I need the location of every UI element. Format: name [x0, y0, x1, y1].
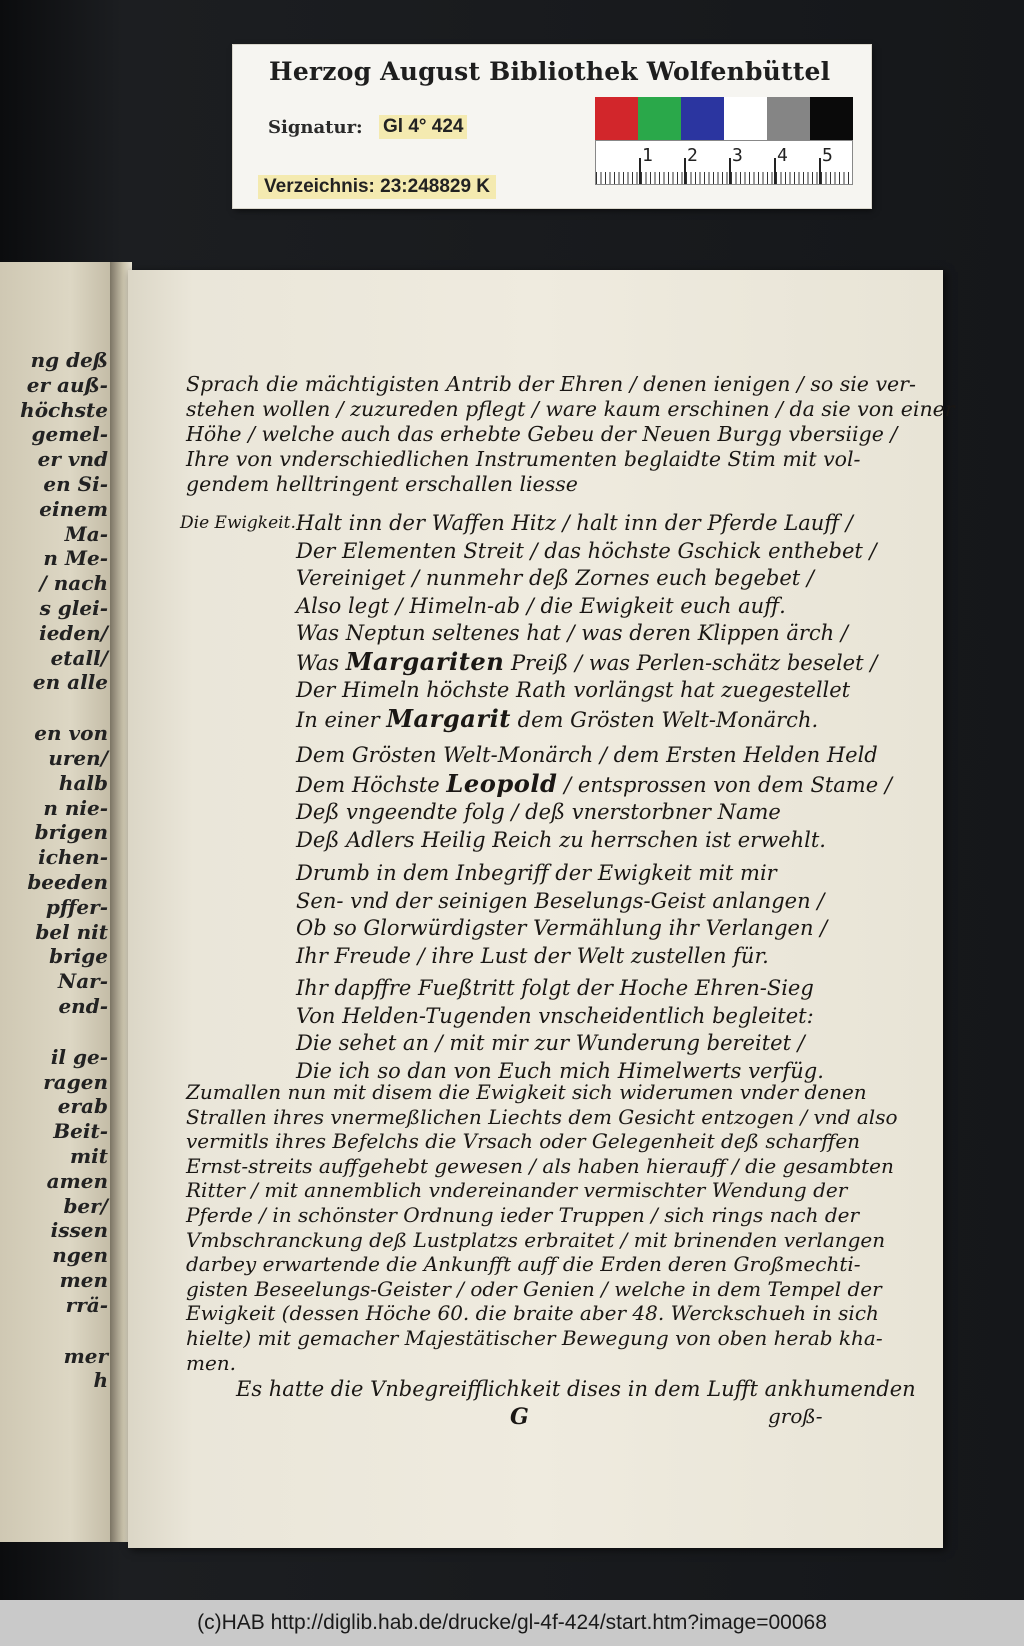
left-page-line: halb — [58, 770, 108, 795]
left-page-line: end- — [58, 994, 108, 1018]
left-page-line: en von — [34, 721, 108, 746]
ruler-major-tick — [639, 158, 641, 184]
verse-line: Ihr dapffre Fueßtritt folgt der Hoche Ehren-Sieg — [296, 976, 814, 1000]
signature-mark: G — [510, 1404, 529, 1430]
text-line: gisten Beseelungs-Geister / oder Genien / welche in dem Tempel der — [186, 1276, 882, 1301]
verse-line: Dem Grösten Welt-Monärch / dem Ersten Helden Held — [296, 743, 878, 767]
left-page-line: er auß- — [26, 372, 108, 397]
catchword: groß- — [768, 1404, 823, 1428]
verse-line: Deß vngeendte folg / deß vnerstorbner Name — [296, 800, 781, 824]
left-page-line: höchste — [20, 397, 108, 422]
left-page-line: bel nit — [35, 919, 108, 944]
swatch-black — [810, 97, 853, 140]
left-page-line: einem — [39, 496, 108, 521]
left-page-line: etall/ — [50, 645, 108, 670]
left-page-line: issen — [50, 1218, 108, 1243]
emphasized-name: Leopold — [446, 768, 558, 798]
stanza — [296, 510, 877, 620]
verse-line: Ob so Glorwürdigster Vermählung ihr Verlangen / — [296, 916, 828, 940]
left-page-line: n nie- — [43, 795, 108, 820]
ruler-ticks — [596, 172, 852, 184]
ruler-number: 1 — [642, 145, 653, 166]
verse-line: Ihr Freude / ihre Lust der Welt zustellen für. — [296, 943, 769, 968]
left-page-line: Ma- — [64, 521, 108, 546]
scale-ruler — [595, 140, 853, 185]
left-page-line: en alle — [32, 670, 108, 695]
left-page-line: er vnd — [37, 447, 108, 472]
emphasized-name: Margarit — [386, 703, 511, 733]
verse-line: Was Margariten Preiß / was Perlen-schätz beselet / — [296, 646, 878, 676]
ruler-number: 4 — [777, 145, 788, 166]
left-page-line: Beit- — [53, 1119, 108, 1144]
verse-line: Also legt / Himeln-ab / die Ewigkeit euch auff. — [296, 593, 786, 618]
footer-text: (c)HAB http://diglib.hab.de/drucke/gl-4f-424/start.htm?image=00068 — [197, 1611, 827, 1634]
right-page — [128, 270, 955, 1548]
emphasized-name: Margariten — [345, 646, 505, 676]
left-page-line: ngen — [52, 1243, 108, 1268]
stanza — [296, 742, 892, 854]
library-label — [233, 45, 871, 208]
verse-line: Von Helden-Tugenden vnscheidentlich begleitet: — [296, 1003, 814, 1028]
text-line: Ernst-streits auffgehebt gewesen / als haben hierauff / die gesambten — [186, 1153, 894, 1178]
left-page-line: gemel- — [31, 422, 108, 447]
text-line: Pferde / in schönster Ordnung ieder Truppen / sich rings nach der — [186, 1202, 860, 1227]
text-line: darbey erwartende die Ankunfft auff die Erden deren Großmechti- — [186, 1252, 861, 1277]
verzeichnis: Verzeichnis: 23:248829 K — [258, 175, 496, 199]
left-page-line: rrä- — [65, 1292, 108, 1317]
left-page-line: ieden/ — [39, 620, 108, 645]
swatch-white — [724, 97, 767, 140]
ruler-major-tick — [774, 158, 776, 184]
verse-line: Was Neptun seltenes hat / was deren Klippen ärch / — [296, 621, 848, 645]
library-name: Herzog August Bibliothek Wolfenbüttel — [269, 57, 831, 86]
verse-line: Deß Adlers Heilig Reich zu herrschen ist erwehlt. — [296, 827, 826, 852]
left-page-line: en Si- — [43, 472, 108, 496]
closing-paragraph — [186, 1080, 898, 1375]
verse-line: Halt inn der Waffen Hitz / halt inn der Pferde Lauff / — [296, 511, 853, 535]
stanza — [296, 860, 827, 970]
left-page-line: ragen — [43, 1069, 108, 1094]
signatur-key: Signatur: — [268, 117, 363, 138]
text-line: gendem helltringent erschallen liesse — [186, 472, 578, 496]
left-page-line: uren/ — [48, 746, 108, 770]
verse-line: Vereiniget / nunmehr deß Zornes euch begebet / — [296, 566, 814, 590]
left-page-line: pffer- — [45, 894, 108, 919]
copyright-footer — [0, 1600, 1024, 1646]
verse-line: Drumb in dem Inbegriff der Ewigkeit mit mir — [296, 861, 777, 885]
ruler-major-tick — [684, 158, 686, 184]
text-line: men. — [186, 1350, 237, 1375]
left-page-line: / nach — [39, 571, 108, 596]
ruler-major-tick — [729, 158, 731, 184]
ruler-number: 2 — [687, 145, 698, 166]
left-page-line: mer — [63, 1343, 108, 1368]
text-line: stehen wollen / zuzureden pflegt / ware kaum erschinen / da sie von einer — [186, 397, 955, 421]
left-page-line: ng deß — [30, 348, 108, 372]
left-page-line: brige — [49, 944, 108, 969]
left-page-line: mit — [70, 1144, 108, 1168]
left-page-line: il ge- — [50, 1044, 108, 1069]
text-line: Strallen ihres vnermeßlichen Liechts dem Gesicht entzogen / vnd also — [186, 1104, 898, 1129]
swatch-gray — [767, 97, 810, 140]
swatch-red — [595, 97, 638, 140]
verse-line: Sen- vnd der seinigen Beselungs-Geist anlangen / — [296, 888, 825, 913]
left-page-line: beeden — [27, 870, 108, 894]
left-page-line: men — [59, 1268, 108, 1292]
verse-line: Dem Höchste Leopold / entsprossen von dem Stame / — [296, 768, 892, 798]
left-page-line: brigen — [34, 820, 108, 845]
verse-line: Der Elementen Streit / das höchste Gschick enthebet / — [296, 538, 877, 563]
text-line: Ewigkeit (dessen Höche 60. die braite aber 48. Werckschueh in sich — [186, 1301, 879, 1326]
text-line: Ihre von vnderschiedlichen Instrumenten beglaidte Stim mit vol- — [186, 447, 861, 471]
ruler-number: 5 — [822, 145, 833, 166]
swatch-blue — [681, 97, 724, 140]
color-target — [595, 97, 853, 140]
verse-line: Der Himeln höchste Rath vorlängst hat zuegestellet — [296, 678, 851, 702]
stanza — [296, 975, 824, 1085]
text-line: hielte) mit gemacher Majestätischer Bewegung von oben herab kha- — [186, 1325, 883, 1350]
left-page-line: h — [93, 1368, 108, 1393]
verse-line: In einer Margarit dem Grösten Welt-Monärch. — [296, 703, 819, 733]
left-page — [0, 262, 128, 1542]
left-page-line: n Me- — [43, 546, 108, 571]
swatch-green — [638, 97, 681, 140]
text-line: Zumallen nun mit disem die Ewigkeit sich widerumen vnder denen — [186, 1080, 867, 1104]
ruler-number: 3 — [732, 145, 743, 166]
signatur-value: Gl 4° 424 — [379, 115, 467, 139]
left-page-line: Nar- — [57, 969, 108, 994]
text-line: Höhe / welche auch das erhebte Gebeu der Neuen Burgg vbersiige / — [186, 422, 898, 446]
left-page-line: ichen- — [38, 845, 108, 870]
left-page-line: amen — [46, 1168, 108, 1193]
last-line: Es hatte die Vnbegreifflichkeit dises in dem Lufft ankhumenden — [236, 1377, 916, 1401]
speaker-label: Die Ewigkeit. — [180, 513, 296, 533]
ruler-major-tick — [819, 158, 821, 184]
text-line: Ritter / mit annemblich vndereinander vermischter Wendung der — [186, 1178, 848, 1203]
text-line: Vmbschranckung deß Lustplatzs erbraitet / mit brinenden verlangen — [186, 1227, 886, 1252]
text-line: Sprach die mächtigisten Antrib der Ehren / denen ienigen / so sie ver- — [186, 372, 916, 396]
left-page-line: erab — [57, 1094, 108, 1119]
text-line: vermitls ihres Befelchs die Vrsach oder Gelegenheit deß scharffen — [186, 1129, 861, 1154]
verse-line: Die sehet an / mit mir zur Wunderung bereitet / — [296, 1031, 805, 1055]
stanza — [296, 620, 877, 734]
left-page-line: s glei- — [39, 596, 108, 620]
verse-line: Die ich so dan von Euch mich Himelwerts verfüg. — [296, 1058, 824, 1083]
intro-paragraph — [186, 372, 955, 497]
left-page-line: ber/ — [63, 1193, 108, 1218]
